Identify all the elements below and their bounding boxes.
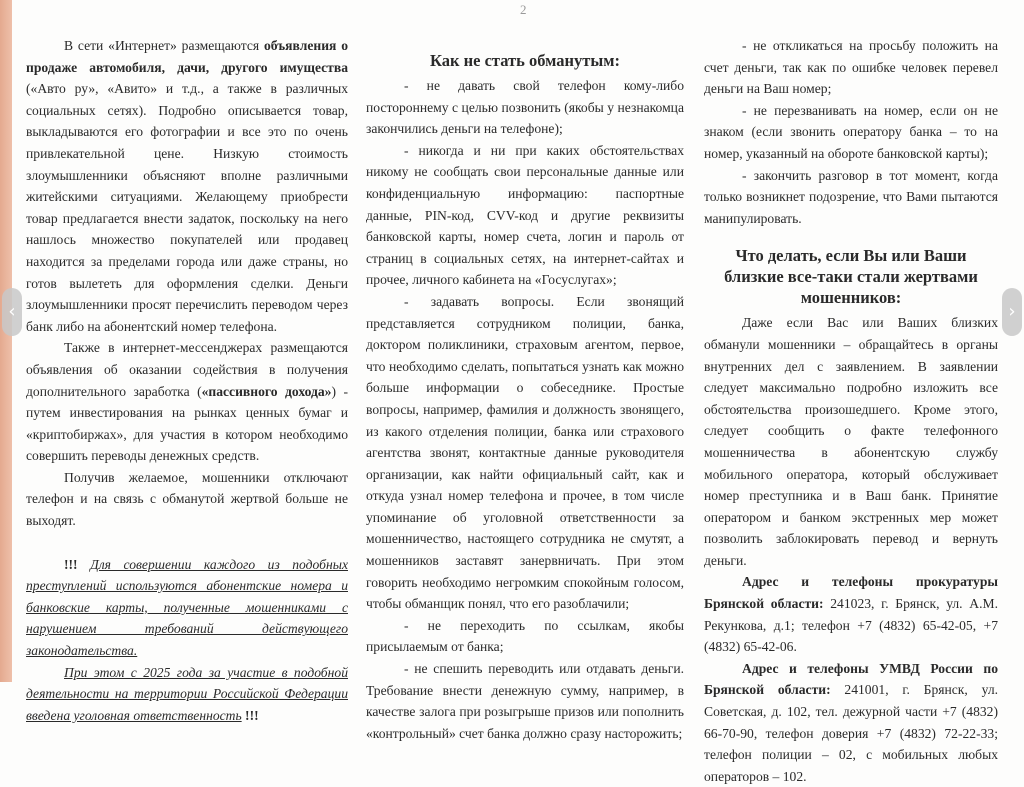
text-segment: Как не стать обманутым:: [429, 51, 621, 70]
paragraph: [704, 165, 998, 230]
text-segment: Также в интернет-мессенджерах размещаются объявления об оказании содействия в получения дополнительного заработка (: [26, 340, 348, 399]
text-segment: - никогда и ни при каких обстоятельствах никому не сообщать свои персональные данные или конфиденциальную информацию: паспортные данные, PIN-код, CVV-код и другие реквизиты банковской карты, номер счета, логин и пароль от страниц в социальных сетях, на интернет-сайтах и прочее, личного кабинета на «Госуслугах»;: [366, 142, 684, 288]
paragraph: [704, 312, 998, 571]
text-segment: Адрес и телефоны УМВД России по Брянской области:: [704, 660, 998, 698]
text-segment: - закончить разговор в тот момент, когда только возникнет подозрение, что Вами пытаются манипулировать.: [704, 167, 998, 226]
text-segment: - не перезванивать на номер, если он не знаком (если звонить оператору банка – то на номер, указанный на обороте банковской карты);: [704, 102, 998, 161]
column-left: [26, 35, 348, 726]
paragraph: [366, 291, 684, 615]
text-segment: объявления о продаже автомобиля, дачи, другого имущества: [26, 38, 348, 75]
text-segment: Получив желаемое, мошенники отключают телефон и на связь с обманутой жертвой больше не выходят.: [26, 469, 348, 529]
paragraph: [26, 662, 348, 727]
text-segment: - не давать свой телефон кому-либо постороннему с целью позвонить (якобы у незнакомца закончились деньги на телефоне);: [366, 78, 684, 137]
paragraph: [704, 571, 998, 657]
text-segment: - не переходить по ссылкам, якобы присылаемым от банка;: [366, 617, 684, 655]
left-edge-strip: [0, 0, 12, 682]
page-number: 2: [520, 2, 527, 17]
paragraph: [366, 658, 684, 744]
column-middle: [366, 50, 684, 744]
text-segment: 241023, г. Брянск, ул. А.М. Рекункова, д.1; телефон +7 (4832) 65-42-05, +7 (4832) 65-42-06.: [704, 596, 998, 655]
text-segment: Даже если Вас или Ваших близких обманули мошенники – обращайтесь в органы внутренних дел с заявлением. В заявлении следует максимально подробно изложить все обстоятельства произошедшего. Кроме этого, следует сообщить о факте телефонного мошенничества в абонентскую службу мобильного оператора, который обслуживает номер преступника и в Ваш банк. Принятие оператором и банком экстренных мер может позволить заблокировать перевод и вернуть деньги.: [704, 315, 998, 568]
paragraph: [366, 615, 684, 658]
previous-page-button[interactable]: [2, 288, 22, 336]
text-segment: Для совершении каждого из подобных преступлений используются абонентские номера и банковские карты, полученные мошенниками с нарушением требований действующего законодательства.: [26, 556, 348, 659]
paragraph: [26, 35, 348, 337]
paragraph: [704, 100, 998, 165]
paragraph: [704, 658, 998, 787]
paragraph: [26, 554, 348, 662]
column-right: [704, 35, 998, 787]
text-segment: 241001, г. Брянск, ул. Советская, д. 102, тел. дежурной части +7 (4832) 66-70-90, телефон доверия +7 (4832) 72-22-33; телефон полиции – 02, с мобильных любых операторов – 102.: [704, 682, 998, 784]
section-heading: [704, 245, 998, 308]
text-segment: Что делать, если Вы или Ваши близкие все-таки стали жертвами мошенников:: [724, 246, 978, 308]
chevron-left-icon: ‹: [8, 301, 16, 322]
text-segment: - не спешить переводить или отдавать деньги. Требование внести денежную сумму, например, в качестве залога при розыгрыше призов или пополнить «контрольный» счет банка должно сразу насторожить;: [366, 661, 684, 741]
text-segment: «пассивного дохода»: [201, 383, 332, 399]
text-segment: - задавать вопросы. Если звонящий представляется сотрудником полиции, банка, доктором поликлиники, страховым агентом, первое, что необходимо сделать, попытаться узнать как можно больше информации о собеседнике. Простые вопросы, например, фамилия и должность звонящего, из какого отделения полиции, банка или страхового агентства звонят, контактные данные руководителя организации, как найти официальный сайт, как и откуда узнал номер телефона и прочее, в том числе упоминание об уголовной ответственности за мошенничество, настоящего сотрудника не смутят, а мошенников заставят занервничать. При этом говорить необходимо негромким спокойным голосом, чтобы обманщик понял, что его разоблачили;: [366, 293, 684, 612]
text-segment: !!!: [64, 556, 91, 572]
text-segment: ) - путем инвестирования на рынках ценных бумаг и «криптобиржах», для участия в котором необходимо совершить переводы денежных средств.: [26, 383, 348, 464]
next-page-button[interactable]: [1002, 288, 1022, 336]
chevron-right-icon: ›: [1008, 301, 1016, 322]
paragraph: [366, 140, 684, 291]
text-segment: Адрес и телефоны прокуратуры Брянской области:: [704, 574, 998, 612]
text-segment: В сети «Интернет» размещаются: [64, 38, 264, 53]
paragraph: [704, 35, 998, 100]
paragraph: [26, 337, 348, 467]
text-segment: !!!: [241, 707, 259, 723]
text-segment: - не откликаться на просьбу положить на счет деньги, так как по ошибке человек перевел деньги на Ваш номер;: [704, 38, 998, 97]
paragraph: [26, 467, 348, 532]
text-segment: При этом с 2025 года за участие в подобной деятельности на территории Российской Федерации введена уголовная ответственность: [26, 664, 348, 723]
section-heading: [366, 50, 684, 71]
paragraph: [366, 75, 684, 140]
text-segment: («Авто ру», «Авито» и т.д., а также в различных социальных сетях). Подробно описывается товар, выкладываются его фотографии и все это по очень привлекательной цене. Низкую стоимость злоумышленники объясняют вполне различными житейскими ситуациями. Желающему приобрести товар предлагается внести задаток, поскольку на него нашлось множество покупателей или продавец находится за пределами города или даже страны, но готов вылететь для оформления сделки. Деньги злоумышленники просят перечислить переводом через банк либо на абонентский номер телефона.: [26, 81, 348, 334]
